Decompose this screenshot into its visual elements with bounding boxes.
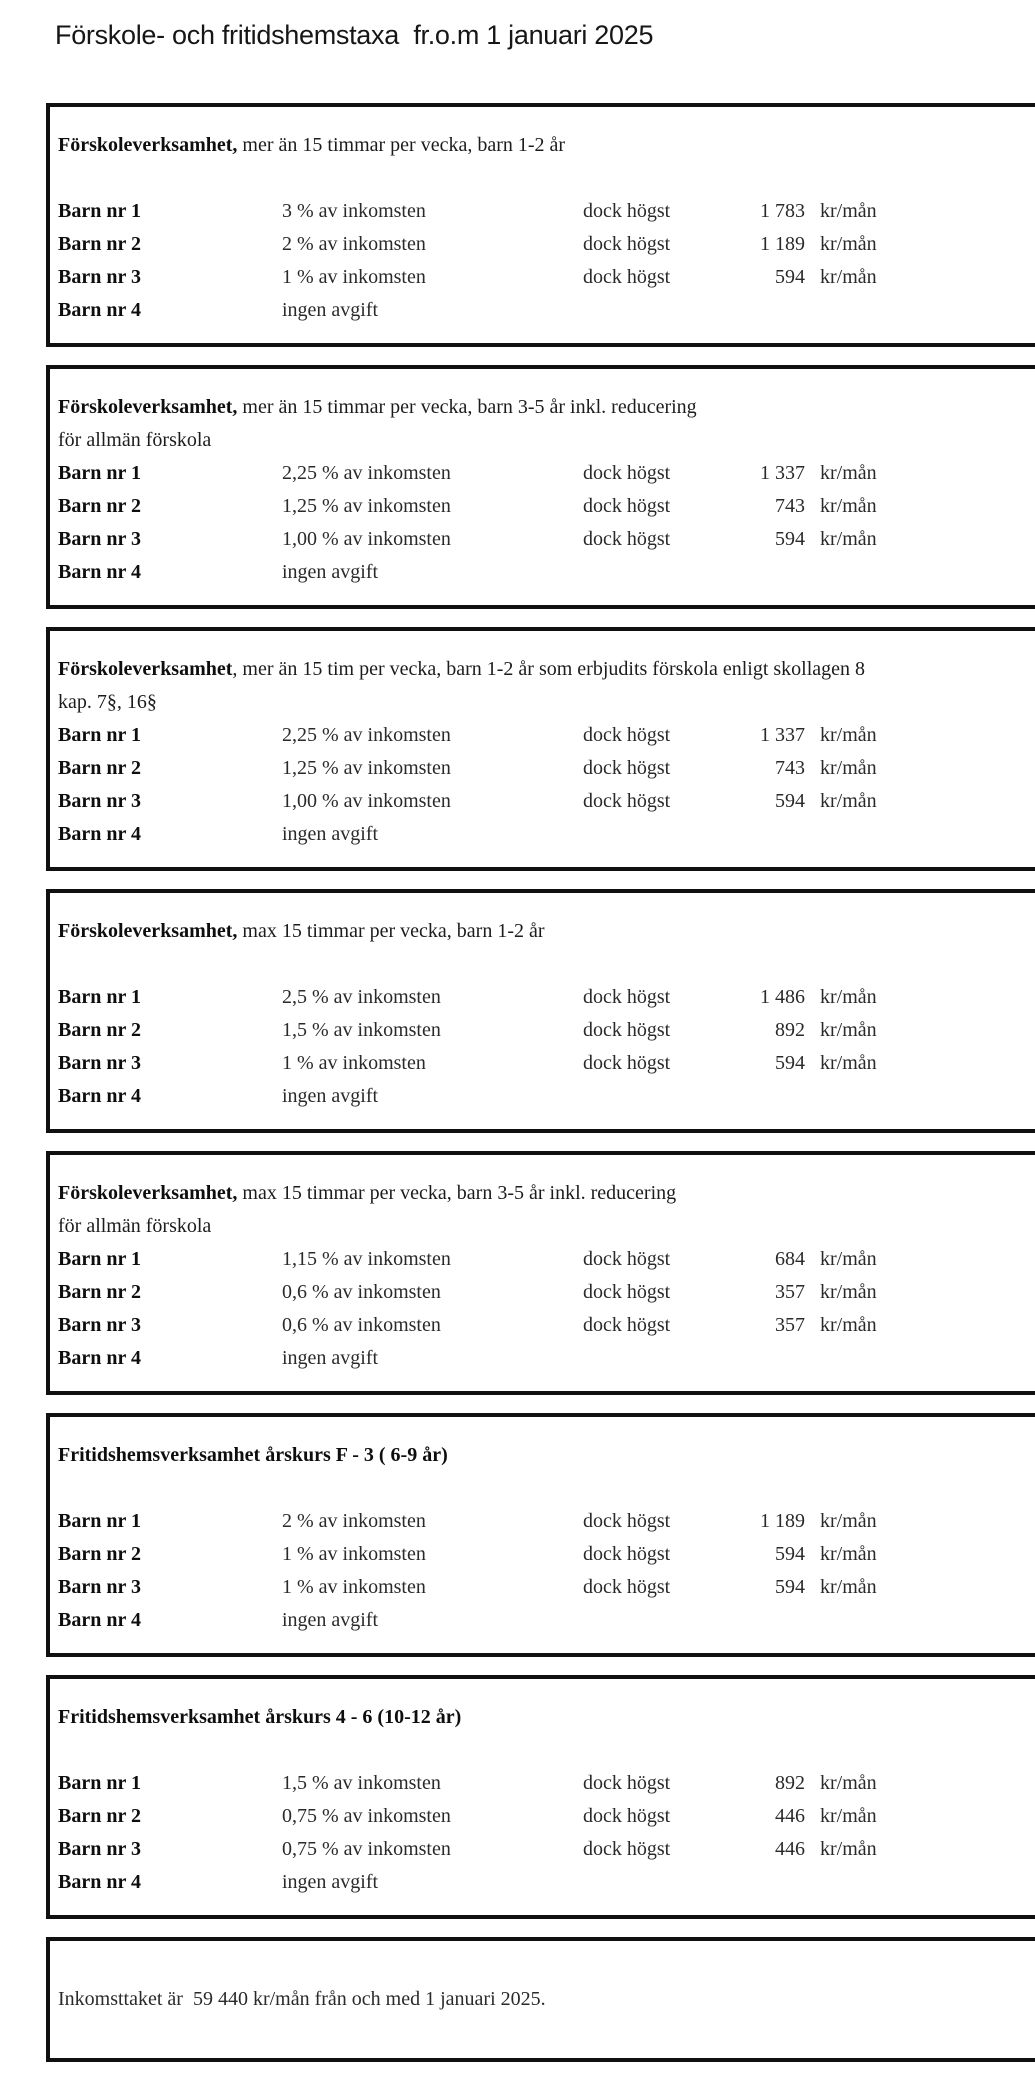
amount-value: 446 [775,1838,805,1860]
cap-label [583,294,693,327]
cap-label [583,1080,693,1113]
section-heading-line2: kap. 7§, 16§ [58,691,157,713]
amount-value: 446 [775,1805,805,1827]
amount-value: 1 189 [760,233,805,255]
unit-label: kr/mån [820,1805,877,1827]
unit-label: kr/mån [820,1248,877,1270]
child-label: Barn nr 1 [58,200,141,222]
fee-section-6 [46,1413,1035,1657]
rate-value: 1 % av inkomsten [282,1543,426,1565]
fee-row [58,1538,1035,1571]
fee-row [58,490,1035,523]
child-label: Barn nr 1 [58,1772,141,1794]
section-heading-rest: max 15 timmar per vecka, barn 3-5 år inkl. reducering [237,1182,677,1204]
rate-value: 0,75 % av inkomsten [282,1805,451,1827]
rate-value: ingen avgift [282,1347,379,1369]
cap-label: dock högst [583,1248,671,1270]
fee-row [58,195,1035,228]
rate-value: 1,00 % av inkomsten [282,528,451,550]
child-label: Barn nr 4 [58,1871,141,1893]
amount-value: 594 [775,1543,805,1565]
cap-label: dock högst [583,757,671,779]
rate-value: 2 % av inkomsten [282,1510,426,1532]
page-title: Förskole- och fritidshemstaxa fr.o.m 1 januari 2025 [55,20,654,50]
cap-label: dock högst [583,1510,671,1532]
rate-value: 1 % av inkomsten [282,1052,426,1074]
cap-label: dock högst [583,462,671,484]
unit-label: kr/mån [820,1838,877,1860]
rate-value: 1 % av inkomsten [282,1576,426,1598]
amount-value: 594 [775,1576,805,1598]
cap-label [583,1866,693,1899]
cap-label: dock högst [583,724,671,746]
amount-value: 1 783 [760,200,805,222]
child-label: Barn nr 3 [58,266,141,288]
fee-row [58,1014,1035,1047]
amount-value [693,818,805,851]
amount-value: 1 486 [760,986,805,1008]
fee-row [58,1080,1035,1113]
amount-value: 357 [775,1314,805,1336]
fee-rows [58,1243,1035,1375]
child-label: Barn nr 4 [58,561,141,583]
amount-value: 594 [775,266,805,288]
section-heading-bold: Förskoleverksamhet, [58,1182,238,1204]
cap-label: dock högst [583,1838,671,1860]
amount-value [693,294,805,327]
heading-rows-spacer [58,948,1035,981]
rate-value: ingen avgift [282,1085,379,1107]
unit-label: kr/mån [820,1281,877,1303]
amount-value: 892 [775,1772,805,1794]
heading-rows-spacer [58,1734,1035,1767]
amount-value: 594 [775,790,805,812]
fee-rows [58,195,1035,327]
child-label: Barn nr 2 [58,1281,141,1303]
child-label: Barn nr 4 [58,823,141,845]
cap-label: dock högst [583,1772,671,1794]
section-heading-bold: Förskoleverksamhet [58,658,233,680]
section-heading [58,129,1035,162]
amount-value [693,1080,805,1113]
amount-value [693,1604,805,1637]
child-label: Barn nr 2 [58,1019,141,1041]
rate-value: 2,25 % av inkomsten [282,462,451,484]
rate-value: 3 % av inkomsten [282,200,426,222]
heading-rows-spacer [58,1472,1035,1505]
unit-label: kr/mån [820,1576,877,1598]
fee-row [58,1309,1035,1342]
fee-section-3 [46,627,1035,871]
unit-label: kr/mån [820,1052,877,1074]
rate-value: 1,00 % av inkomsten [282,790,451,812]
fee-row [58,981,1035,1014]
fee-section-2 [46,365,1035,609]
fee-rows [58,719,1035,851]
income-cap-box [46,1937,1035,2062]
cap-label: dock högst [583,266,671,288]
fee-row [58,1571,1035,1604]
fee-rows [58,1505,1035,1637]
child-label: Barn nr 3 [58,1314,141,1336]
child-label: Barn nr 4 [58,1609,141,1631]
cap-label [583,1342,693,1375]
section-heading [58,391,1035,424]
section-heading-bold: Förskoleverksamhet, [58,134,238,156]
fee-sections-container [0,103,1035,1919]
unit-label: kr/mån [820,462,877,484]
amount-value: 743 [775,495,805,517]
unit-label: kr/mån [820,528,877,550]
unit-label: kr/mån [820,200,877,222]
rate-value: 0,75 % av inkomsten [282,1838,451,1860]
unit-label: kr/mån [820,495,877,517]
child-label: Barn nr 3 [58,1576,141,1598]
cap-label: dock högst [583,233,671,255]
child-label: Barn nr 3 [58,1838,141,1860]
amount-value: 684 [775,1248,805,1270]
rate-value: 0,6 % av inkomsten [282,1314,441,1336]
amount-value: 594 [775,528,805,550]
fee-row [58,1047,1035,1080]
fee-section-4 [46,889,1035,1133]
child-label: Barn nr 4 [58,299,141,321]
cap-label: dock högst [583,528,671,550]
rate-value: 2,5 % av inkomsten [282,986,441,1008]
fee-row [58,556,1035,589]
cap-label: dock högst [583,200,671,222]
unit-label: kr/mån [820,266,877,288]
income-cap-note: Inkomsttaket är 59 440 kr/mån från och med 1 januari 2025. [58,1988,546,2010]
section-heading-bold: Förskoleverksamhet, [58,920,238,942]
fee-row [58,1276,1035,1309]
child-label: Barn nr 4 [58,1347,141,1369]
cap-label: dock högst [583,1576,671,1598]
unit-label: kr/mån [820,986,877,1008]
amount-value: 743 [775,757,805,779]
amount-value: 892 [775,1019,805,1041]
section-heading [58,1701,1035,1734]
child-label: Barn nr 1 [58,1510,141,1532]
cap-label [583,818,693,851]
fee-rows [58,1767,1035,1899]
amount-value: 1 337 [760,724,805,746]
child-label: Barn nr 4 [58,1085,141,1107]
section-heading [58,1439,1035,1472]
fee-row [58,294,1035,327]
fee-row [58,1243,1035,1276]
fee-row [58,818,1035,851]
cap-label: dock högst [583,1805,671,1827]
rate-value: 1 % av inkomsten [282,266,426,288]
amount-value [693,556,805,589]
section-heading-rest: mer än 15 timmar per vecka, barn 3-5 år inkl. reducering [237,396,697,418]
rate-value: 1,5 % av inkomsten [282,1019,441,1041]
fee-section-7 [46,1675,1035,1919]
cap-label: dock högst [583,495,671,517]
child-label: Barn nr 2 [58,1805,141,1827]
child-label: Barn nr 3 [58,528,141,550]
fee-row [58,523,1035,556]
fee-rows [58,457,1035,589]
child-label: Barn nr 2 [58,233,141,255]
section-heading [58,1177,1035,1210]
fee-row [58,1866,1035,1899]
fee-row [58,1800,1035,1833]
rate-value: 2 % av inkomsten [282,233,426,255]
fee-row [58,1604,1035,1637]
fee-section-1 [46,103,1035,347]
section-heading-line2: för allmän förskola [58,429,212,451]
fee-row [58,719,1035,752]
heading-rows-spacer [58,162,1035,195]
section-heading [58,915,1035,948]
rate-value: 2,25 % av inkomsten [282,724,451,746]
section-heading-line2: för allmän förskola [58,1215,212,1237]
cap-label: dock högst [583,986,671,1008]
unit-label: kr/mån [820,1772,877,1794]
fee-row [58,1833,1035,1866]
unit-label: kr/mån [820,233,877,255]
section-heading-bold: Förskoleverksamhet, [58,396,238,418]
rate-value: 1,5 % av inkomsten [282,1772,441,1794]
child-label: Barn nr 3 [58,790,141,812]
section-heading-rest: mer än 15 timmar per vecka, barn 1-2 år [237,134,566,156]
unit-label: kr/mån [820,724,877,746]
fee-row [58,1767,1035,1800]
child-label: Barn nr 1 [58,986,141,1008]
rate-value: ingen avgift [282,1871,379,1893]
child-label: Barn nr 2 [58,757,141,779]
amount-value: 357 [775,1281,805,1303]
cap-label [583,556,693,589]
amount-value: 594 [775,1052,805,1074]
rate-value: 1,15 % av inkomsten [282,1248,451,1270]
child-label: Barn nr 1 [58,724,141,746]
cap-label [583,1604,693,1637]
cap-label: dock högst [583,1281,671,1303]
child-label: Barn nr 1 [58,1248,141,1270]
amount-value: 1 189 [760,1510,805,1532]
section-heading [58,653,1035,686]
rate-value: ingen avgift [282,299,379,321]
fee-row [58,457,1035,490]
child-label: Barn nr 2 [58,1543,141,1565]
fee-row [58,1342,1035,1375]
fee-row [58,261,1035,294]
cap-label: dock högst [583,790,671,812]
cap-label: dock högst [583,1019,671,1041]
amount-value: 1 337 [760,462,805,484]
rate-value: ingen avgift [282,561,379,583]
rate-value: ingen avgift [282,823,379,845]
fee-row [58,785,1035,818]
fee-row [58,752,1035,785]
child-label: Barn nr 1 [58,462,141,484]
section-heading-rest: max 15 timmar per vecka, barn 1-2 år [237,920,545,942]
unit-label: kr/mån [820,790,877,812]
unit-label: kr/mån [820,1510,877,1532]
child-label: Barn nr 3 [58,1052,141,1074]
section-heading-bold: Fritidshemsverksamhet årskurs F - 3 ( 6-9 år) [58,1444,448,1466]
unit-label: kr/mån [820,757,877,779]
child-label: Barn nr 2 [58,495,141,517]
fee-row [58,1505,1035,1538]
unit-label: kr/mån [820,1019,877,1041]
rate-value: 1,25 % av inkomsten [282,495,451,517]
cap-label: dock högst [583,1052,671,1074]
unit-label: kr/mån [820,1314,877,1336]
cap-label: dock högst [583,1543,671,1565]
fee-row [58,228,1035,261]
section-heading-rest: , mer än 15 tim per vecka, barn 1-2 år som erbjudits förskola enligt skollagen 8 [232,658,866,680]
section-heading-bold: Fritidshemsverksamhet årskurs 4 - 6 (10-12 år) [58,1706,462,1728]
rate-value: 1,25 % av inkomsten [282,757,451,779]
rate-value: 0,6 % av inkomsten [282,1281,441,1303]
cap-label: dock högst [583,1314,671,1336]
unit-label: kr/mån [820,1543,877,1565]
rate-value: ingen avgift [282,1609,379,1631]
fee-section-5 [46,1151,1035,1395]
amount-value [693,1342,805,1375]
fee-rows [58,981,1035,1113]
amount-value [693,1866,805,1899]
